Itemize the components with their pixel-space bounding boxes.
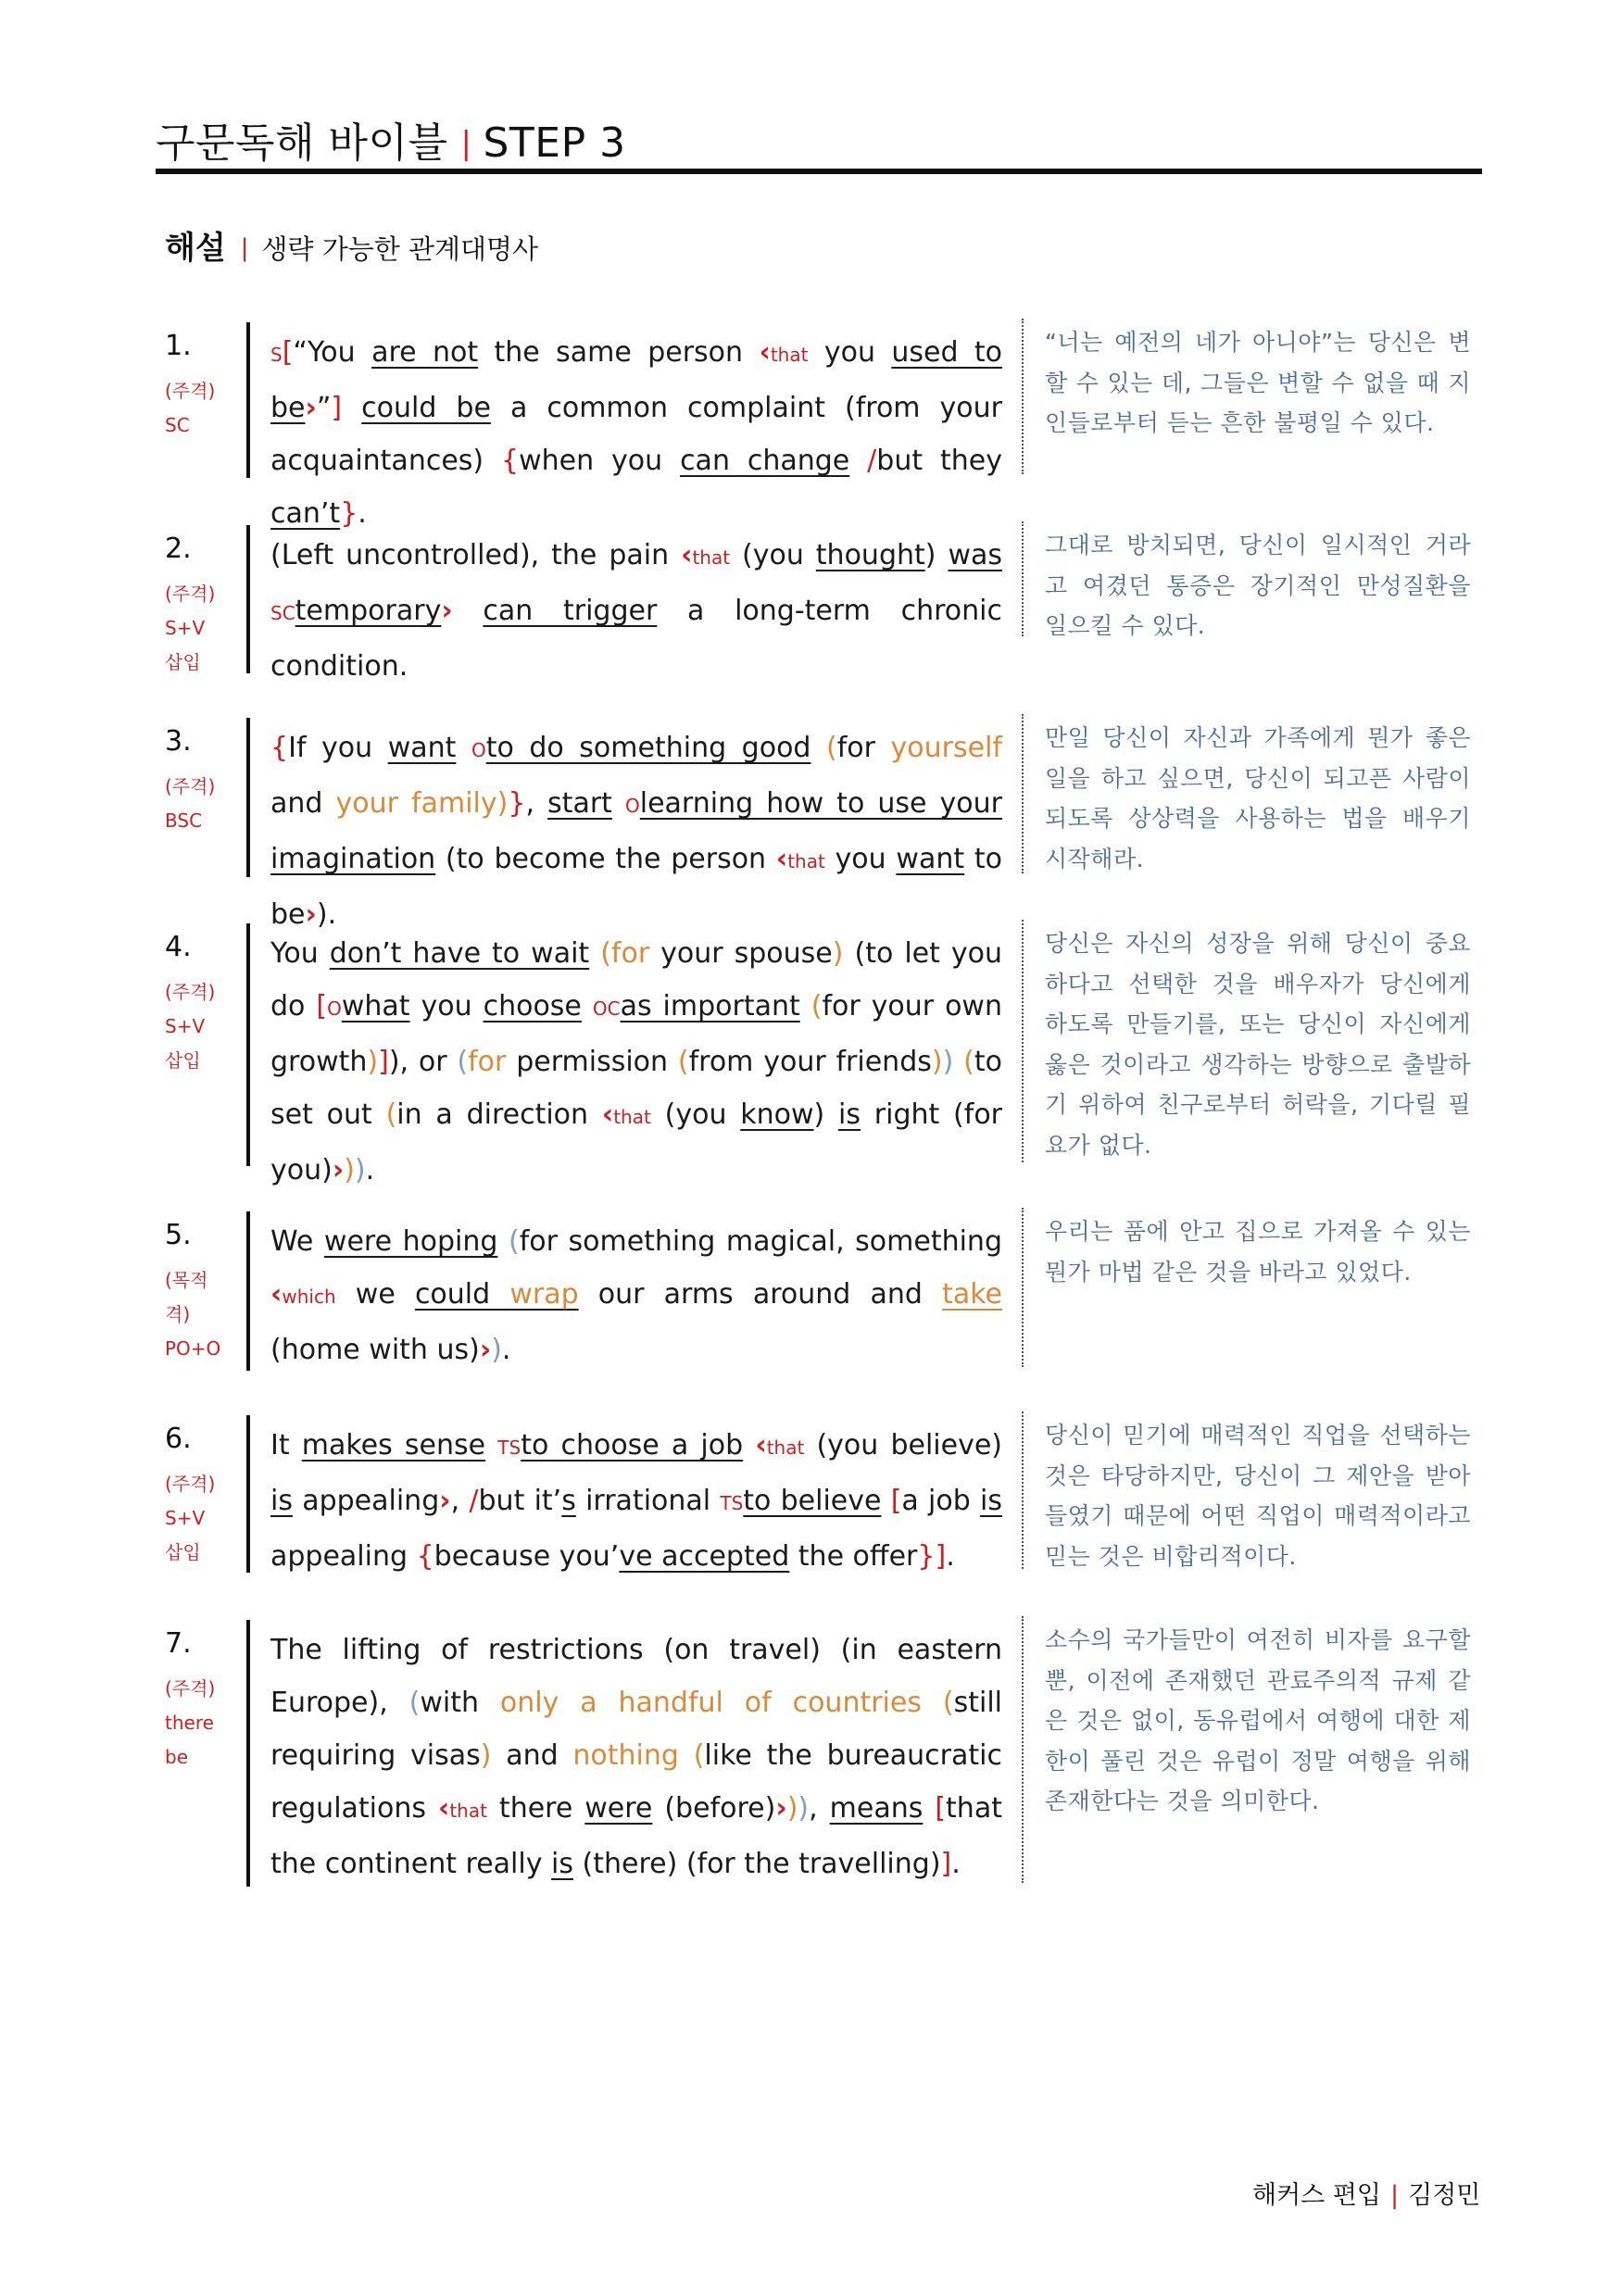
item-tag: (주격) S+V 삽입 xyxy=(165,583,216,673)
item-number: 6. xyxy=(165,1423,192,1455)
item-separator xyxy=(1022,319,1024,474)
english-sentence: (Left uncontrolled), the pain ‹that (you thought) was SCtemporary› can trigger a long-term chronic condition. xyxy=(270,539,1002,683)
page-footer: 해커스 편입 | 김정민 xyxy=(1252,2181,1481,2210)
english-sentence: {If you want Oto do something good (for yourself and your family)}, start Olearning how to use your imagination (to become the person ‹that you want to be›). xyxy=(270,732,1002,931)
item-number: 7. xyxy=(165,1627,192,1660)
header-step: STEP 3 xyxy=(483,119,626,167)
item-divider xyxy=(246,1415,250,1573)
english-sentence: S[“You are not the same person ‹that you used to be›”] could be a common complaint (from your acquaintances) {when you can change /but they can’t}. xyxy=(270,336,1003,530)
korean-translation: 만일 당신이 자신과 가족에게 뭔가 좋은 일을 하고 싶으면, 당신이 되고픈 사람이 되도록 상상력을 사용하는 법을 배우기 시작해라. xyxy=(1045,724,1471,872)
header-title: 구문독해 바이블 xyxy=(156,119,448,167)
item-separator xyxy=(1022,920,1024,1162)
item-tag: (목적 격) PO+O xyxy=(165,1269,221,1360)
item-number: 5. xyxy=(165,1219,192,1251)
item-separator xyxy=(1022,1411,1024,1569)
item-divider xyxy=(246,1620,250,1887)
footer-author: 김정민 xyxy=(1408,2181,1481,2210)
korean-translation: 우리는 품에 안고 집으로 가져올 수 있는 뭔가 마법 같은 것을 바라고 있었다. xyxy=(1045,1218,1471,1286)
item-tag: (주격) SC xyxy=(165,380,216,436)
section-title: 해설 | 생략 가능한 관계대명사 xyxy=(165,230,539,267)
korean-translation: 소수의 국가들만이 여전히 비자를 요구할 뿐, 이전에 존재했던 관료주의적 규제 같은 것은 없이, 동유럽에서 여행에 대한 제한이 풀린 것은 유럽이 정말 여행을 위해 존재한다는 것을 의미한다. xyxy=(1045,1626,1471,1814)
item-number: 3. xyxy=(165,725,192,758)
item-number: 1. xyxy=(165,330,192,362)
item-separator xyxy=(1022,714,1024,873)
korean-translation: 당신은 자신의 성장을 위해 당신이 중요하다고 선택한 것을 배우자가 당신에게 하도록 만들기를, 또는 당신이 자신에게 옳은 것이라고 생각하는 방향으로 출발하기 위하여 친구로부터 허락을, 기다릴 필요가 없다. xyxy=(1045,930,1471,1159)
item-divider xyxy=(246,322,250,478)
item-divider xyxy=(246,1211,250,1371)
english-sentence: You don’t have to wait (for your spouse) (to let you do [Owhat you choose OCas important (for your own growth)]), or (for permission (from your friends)) (to set out (in a direction ‹that (you know) is right (for you)›)). xyxy=(270,937,1003,1186)
item-number: 4. xyxy=(165,931,192,963)
section-subtitle: 생략 가능한 관계대명사 xyxy=(261,233,539,265)
item-separator xyxy=(1022,1208,1024,1367)
item-divider xyxy=(246,525,250,673)
item-tag: (주격) S+V 삽입 xyxy=(165,981,216,1072)
item-divider xyxy=(246,718,250,877)
footer-publisher: 해커스 편입 xyxy=(1252,2181,1381,2210)
item-number: 2. xyxy=(165,533,192,565)
item-divider xyxy=(246,923,250,1166)
item-separator xyxy=(1022,1616,1024,1883)
item-separator xyxy=(1022,521,1024,636)
item-tag: (주격) there be xyxy=(165,1677,216,1768)
korean-translation: 그대로 방치되면, 당신이 일시적인 거라고 여겼던 통증은 장기적인 만성질환을 일으킬 수 있다. xyxy=(1045,532,1471,639)
korean-translation: 당신이 믿기에 매력적인 직업을 선택하는 것은 타당하지만, 당신이 그 제안을 받아들였기 때문에 어떤 직업이 매력적이라고 믿는 것은 비합리적이다. xyxy=(1045,1422,1471,1570)
item-tag: (주격) BSC xyxy=(165,775,216,832)
item-tag: (주격) S+V 삽입 xyxy=(165,1473,216,1563)
header-rule xyxy=(156,169,1482,174)
english-sentence: We were hoping (for something magical, something ‹which we could wrap our arms around and take (home with us)›). xyxy=(270,1225,1002,1366)
page-header: 구문독해 바이블 | STEP 3 xyxy=(156,119,626,167)
english-sentence: The lifting of restrictions (on travel) (in eastern Europe), (with only a handful of countries (still requiring visas) and nothing (like the bureaucratic regulations ‹that there were (before)›)), means [that the continent really is (there) (for the travelling)]. xyxy=(270,1634,1002,1880)
english-sentence: It makes sense TSto choose a job ‹that (you believe) is appealing›, /but it’s irrational TSto believe [a job is appealing {because you’ve accepted the offer}]. xyxy=(270,1429,1002,1573)
korean-translation: “너는 예전의 네가 아니야”는 당신은 변할 수 있는 데, 그들은 변할 수 없을 때 지인들로부터 듣는 흔한 불평일 수 있다. xyxy=(1045,329,1471,436)
